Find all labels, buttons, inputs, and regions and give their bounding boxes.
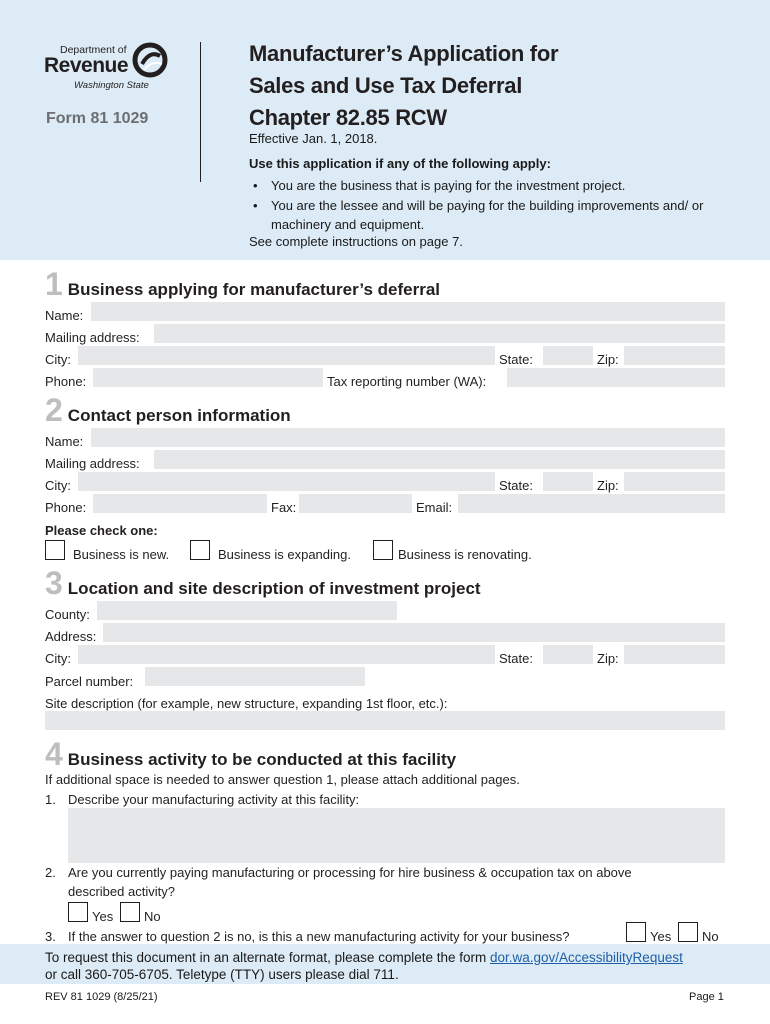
county-label: County: bbox=[45, 607, 90, 622]
revision-number: REV 81 1029 (8/25/21) bbox=[45, 991, 158, 1003]
bullet-item: • You are the lessee and will be paying for the building improvements and/ or machinery and equipment. bbox=[249, 196, 749, 235]
site-city-field[interactable] bbox=[78, 645, 495, 664]
q3-number: 3. bbox=[45, 929, 56, 944]
county-field[interactable] bbox=[97, 601, 397, 620]
q3-text: If the answer to question 2 is no, is this a new manufacturing activity for your business? bbox=[68, 929, 570, 944]
q2-number: 2. bbox=[45, 865, 56, 880]
address-label: Address: bbox=[45, 629, 97, 644]
contact-phone-field[interactable] bbox=[93, 494, 267, 513]
use-heading: Use this application if any of the following apply: bbox=[249, 156, 551, 171]
footer-line-2: or call 360-705-6705. Teletype (TTY) users please dial 711. bbox=[45, 967, 399, 982]
option-label: Business is expanding. bbox=[218, 547, 351, 562]
zip-label: Zip: bbox=[597, 478, 619, 493]
section-heading: Business applying for manufacturer’s deferral bbox=[67, 280, 441, 299]
name-label: Name: bbox=[45, 434, 84, 449]
logo-state: Washington State bbox=[74, 80, 149, 91]
section-4-note: If additional space is needed to answer question 1, please attach additional pages. bbox=[45, 772, 520, 787]
tax-number-field[interactable] bbox=[507, 368, 725, 387]
see-instructions: See complete instructions on page 7. bbox=[249, 234, 463, 249]
business-state-field[interactable] bbox=[543, 346, 593, 365]
check-one-label: Please check one: bbox=[45, 523, 158, 538]
logo-name: Revenue bbox=[44, 54, 129, 77]
effective-date: Effective Jan. 1, 2018. bbox=[249, 131, 378, 146]
logo-swirl-icon bbox=[132, 42, 168, 78]
zip-label: Zip: bbox=[597, 352, 619, 367]
title-line: Chapter 82.85 RCW bbox=[249, 105, 447, 130]
q3-no-checkbox[interactable] bbox=[678, 922, 698, 942]
no-label: No bbox=[144, 909, 161, 924]
site-state-field[interactable] bbox=[543, 645, 593, 664]
title-line: Manufacturer’s Application for bbox=[249, 41, 559, 66]
site-desc-field[interactable] bbox=[45, 711, 725, 730]
section-2-title bbox=[45, 392, 291, 428]
business-phone-field[interactable] bbox=[93, 368, 323, 387]
q2-text-cont: described activity? bbox=[68, 884, 175, 899]
contact-name-field[interactable] bbox=[91, 428, 725, 447]
section-heading: Business activity to be conducted at this facility bbox=[67, 750, 457, 769]
page-number: Page 1 bbox=[689, 991, 724, 1003]
business-city-field[interactable] bbox=[78, 346, 495, 365]
contact-city-field[interactable] bbox=[78, 472, 495, 491]
footer-line-1: To request this document in an alternate format, please complete the form bbox=[45, 950, 490, 965]
title-line: Sales and Use Tax Deferral bbox=[249, 73, 523, 98]
dor-logo bbox=[44, 40, 174, 100]
bullet-item: • You are the business that is paying for the investment project. bbox=[249, 176, 749, 196]
contact-fax-field[interactable] bbox=[299, 494, 412, 513]
business-expanding-checkbox[interactable] bbox=[190, 540, 210, 560]
accessibility-link[interactable]: dor.wa.gov/AccessibilityRequest bbox=[490, 950, 683, 965]
parcel-field[interactable] bbox=[145, 667, 365, 686]
q1-number: 1. bbox=[45, 792, 56, 807]
business-zip-field[interactable] bbox=[624, 346, 725, 365]
state-label: State: bbox=[499, 478, 533, 493]
section-4-title bbox=[45, 736, 457, 772]
form-number: Form 81 1029 bbox=[46, 110, 149, 127]
section-number: 3 bbox=[45, 565, 63, 601]
state-label: State: bbox=[499, 651, 533, 666]
city-label: City: bbox=[45, 352, 71, 367]
business-mailing-field[interactable] bbox=[154, 324, 725, 343]
page-title bbox=[249, 38, 729, 134]
phone-label: Phone: bbox=[45, 374, 87, 389]
tax-number-label: Tax reporting number (WA): bbox=[327, 374, 487, 389]
fax-label: Fax: bbox=[271, 500, 297, 515]
phone-label: Phone: bbox=[45, 500, 87, 515]
section-number: 4 bbox=[45, 736, 63, 772]
section-heading: Location and site description of investment project bbox=[67, 579, 481, 598]
business-renovating-checkbox[interactable] bbox=[373, 540, 393, 560]
q1-text: Describe your manufacturing activity at this facility: bbox=[68, 792, 360, 807]
city-label: City: bbox=[45, 478, 71, 493]
section-1-title bbox=[45, 266, 441, 302]
email-label: Email: bbox=[416, 500, 453, 515]
parcel-label: Parcel number: bbox=[45, 674, 134, 689]
business-name-field[interactable] bbox=[91, 302, 725, 321]
zip-label: Zip: bbox=[597, 651, 619, 666]
business-new-checkbox[interactable] bbox=[45, 540, 65, 560]
contact-mailing-field[interactable] bbox=[154, 450, 725, 469]
yes-label: Yes bbox=[650, 929, 672, 944]
contact-email-field[interactable] bbox=[458, 494, 725, 513]
use-bullets bbox=[249, 176, 749, 235]
yes-label: Yes bbox=[92, 909, 114, 924]
q2-no-checkbox[interactable] bbox=[120, 902, 140, 922]
option-label: Business is new. bbox=[73, 547, 170, 562]
site-desc-label: Site description (for example, new structure, expanding 1st floor, etc.): bbox=[45, 696, 448, 711]
name-label: Name: bbox=[45, 308, 84, 323]
site-address-field[interactable] bbox=[103, 623, 725, 642]
option-label: Business is renovating. bbox=[398, 547, 532, 562]
section-heading: Contact person information bbox=[67, 406, 291, 425]
contact-state-field[interactable] bbox=[543, 472, 593, 491]
header-divider bbox=[200, 42, 201, 182]
mailing-label: Mailing address: bbox=[45, 330, 140, 345]
site-zip-field[interactable] bbox=[624, 645, 725, 664]
logo-dept: Department of bbox=[60, 44, 127, 56]
city-label: City: bbox=[45, 651, 71, 666]
no-label: No bbox=[702, 929, 719, 944]
q2-yes-checkbox[interactable] bbox=[68, 902, 88, 922]
state-label: State: bbox=[499, 352, 533, 367]
q3-yes-checkbox[interactable] bbox=[626, 922, 646, 942]
contact-zip-field[interactable] bbox=[624, 472, 725, 491]
q2-text: Are you currently paying manufacturing or processing for hire business & occupation tax on above bbox=[68, 865, 632, 880]
section-number: 2 bbox=[45, 392, 63, 428]
q1-answer-field[interactable] bbox=[68, 808, 725, 863]
section-number: 1 bbox=[45, 266, 63, 302]
mailing-label: Mailing address: bbox=[45, 456, 140, 471]
section-3-title bbox=[45, 565, 481, 601]
accessibility-notice bbox=[45, 949, 745, 983]
